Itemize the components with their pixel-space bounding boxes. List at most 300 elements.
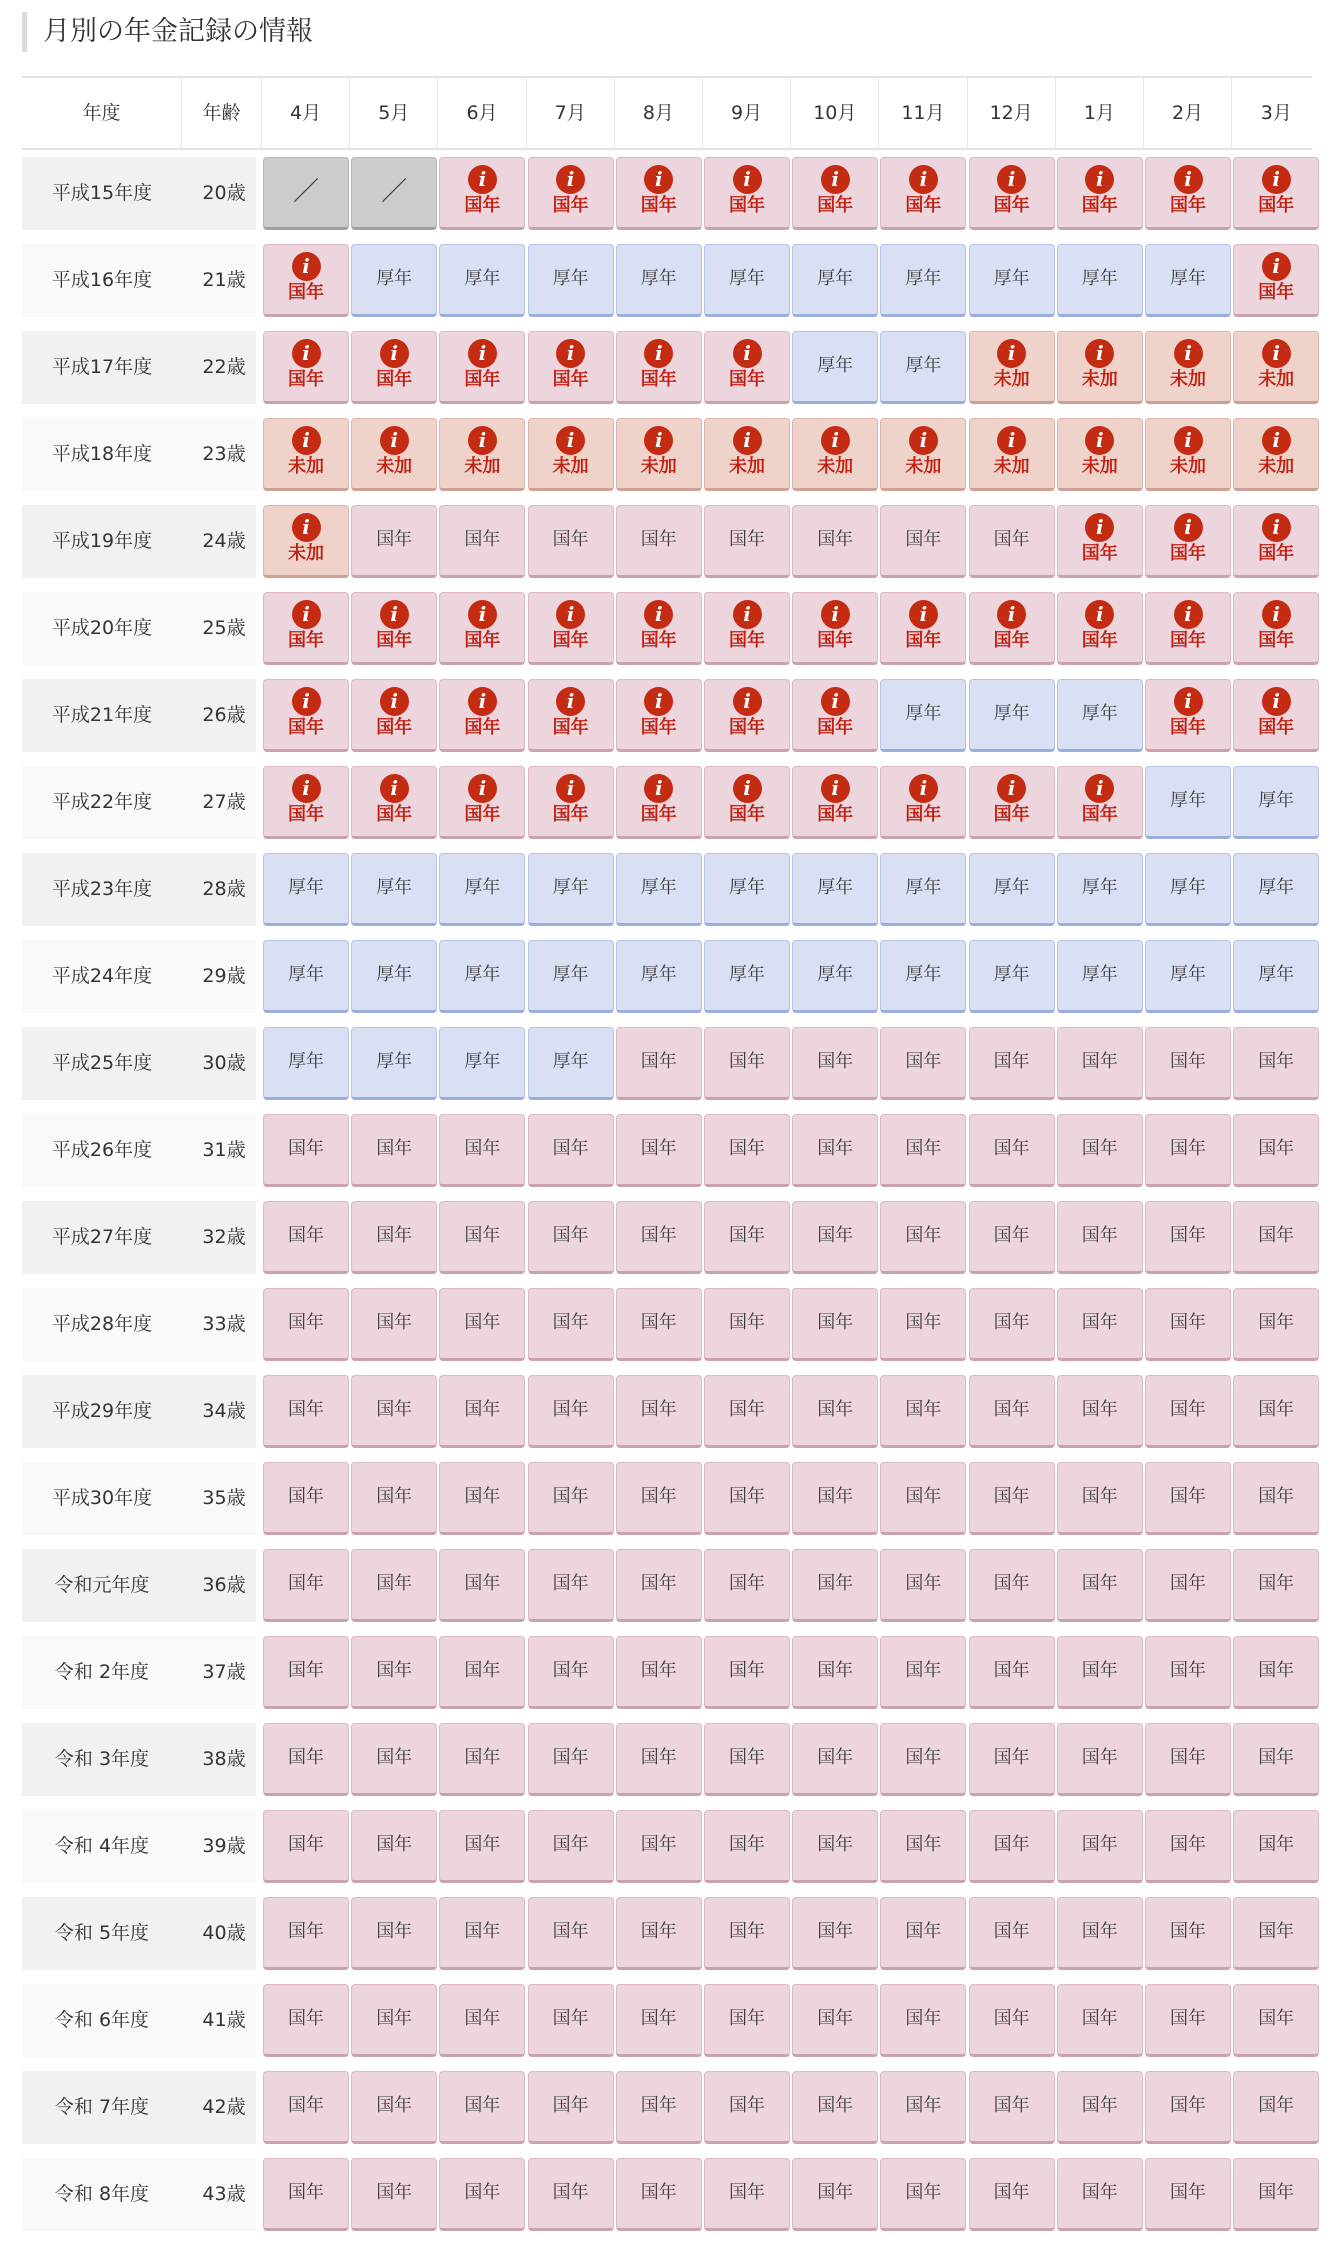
month-record-cell[interactable] [528, 244, 614, 317]
month-record-cell[interactable] [704, 1375, 790, 1448]
month-record-cell[interactable] [880, 1462, 966, 1535]
month-record-cell[interactable] [351, 853, 437, 926]
month-record-cell[interactable] [880, 157, 966, 230]
month-record-cell[interactable] [1057, 1810, 1143, 1883]
month-record-cell[interactable] [616, 679, 702, 752]
month-record-cell[interactable] [263, 1549, 349, 1622]
month-record-cell[interactable] [792, 331, 878, 404]
month-record-cell[interactable] [616, 2158, 702, 2231]
month-record-cell[interactable] [1057, 592, 1143, 665]
month-record-cell[interactable] [704, 331, 790, 404]
month-record-cell[interactable] [439, 2071, 525, 2144]
month-record-cell[interactable] [704, 1984, 790, 2057]
month-record-cell[interactable] [1057, 1462, 1143, 1535]
month-record-cell[interactable] [263, 853, 349, 926]
month-record-cell[interactable] [1233, 940, 1319, 1013]
month-record-cell[interactable] [704, 1549, 790, 1622]
month-record-cell[interactable] [351, 679, 437, 752]
month-record-cell[interactable] [880, 2071, 966, 2144]
month-record-cell[interactable] [969, 1549, 1055, 1622]
month-record-cell[interactable] [704, 505, 790, 578]
month-record-cell[interactable] [704, 244, 790, 317]
month-record-cell[interactable] [528, 505, 614, 578]
month-record-cell[interactable] [263, 1288, 349, 1361]
month-record-cell[interactable] [969, 1636, 1055, 1709]
month-record-cell[interactable] [1057, 1984, 1143, 2057]
record-type-label: 国年 [1258, 543, 1295, 564]
month-record-cell[interactable] [969, 1897, 1055, 1970]
month-record-cell[interactable] [351, 1636, 437, 1709]
month-record-cell[interactable] [792, 2071, 878, 2144]
month-record-cell[interactable] [1233, 1549, 1319, 1622]
month-record-cell[interactable] [1145, 2071, 1231, 2144]
month-record-cell[interactable] [792, 1375, 878, 1448]
month-record-cell[interactable] [528, 1027, 614, 1100]
month-record-cell[interactable] [439, 331, 525, 404]
month-record-cell[interactable] [528, 1810, 614, 1883]
month-record-cell[interactable] [263, 1114, 349, 1187]
month-record-cell[interactable] [1233, 2158, 1319, 2231]
month-record-cell[interactable] [439, 505, 525, 578]
month-record-cell[interactable] [880, 418, 966, 491]
month-record-cell[interactable] [1233, 1201, 1319, 1274]
month-record-cell[interactable] [880, 592, 966, 665]
month-record-cell[interactable] [1145, 244, 1231, 317]
month-record-cell[interactable] [439, 853, 525, 926]
month-record-cell[interactable] [969, 1114, 1055, 1187]
month-record-cell[interactable] [351, 505, 437, 578]
month-record-cell[interactable] [1233, 1897, 1319, 1970]
month-record-cell[interactable] [263, 1027, 349, 1100]
month-record-cell[interactable] [439, 1114, 525, 1187]
month-record-cell[interactable] [351, 592, 437, 665]
record-type-label: 国年 [993, 1138, 1030, 1159]
month-record-cell[interactable] [792, 679, 878, 752]
month-record-cell[interactable] [263, 244, 349, 317]
month-record-cell[interactable] [528, 157, 614, 230]
record-type-label: 国年 [1258, 1834, 1295, 1855]
month-record-cell[interactable] [1145, 157, 1231, 230]
month-record-cell[interactable] [1057, 766, 1143, 839]
month-record-cell[interactable] [792, 1114, 878, 1187]
month-record-cell[interactable] [1233, 853, 1319, 926]
month-record-cell[interactable] [1145, 1810, 1231, 1883]
month-record-cell[interactable] [263, 2071, 349, 2144]
month-record-cell[interactable] [792, 244, 878, 317]
month-record-cell[interactable] [1233, 331, 1319, 404]
month-record-cell[interactable] [1057, 1114, 1143, 1187]
month-record-cell[interactable] [969, 1723, 1055, 1796]
record-type-label: 国年 [905, 2182, 942, 2203]
month-record-cell[interactable] [351, 418, 437, 491]
month-record-cell[interactable] [351, 1462, 437, 1535]
month-record-cell[interactable] [616, 1462, 702, 1535]
month-record-cell[interactable] [1145, 505, 1231, 578]
month-record-cell[interactable] [528, 1549, 614, 1622]
month-record-cell[interactable] [351, 1810, 437, 1883]
month-record-cell[interactable] [1145, 1288, 1231, 1361]
month-record-cell[interactable] [969, 1375, 1055, 1448]
month-record-cell[interactable] [969, 505, 1055, 578]
month-record-cell[interactable] [1145, 1027, 1231, 1100]
month-record-cell[interactable] [704, 1636, 790, 1709]
month-record-cell[interactable] [880, 1288, 966, 1361]
month-record-cell[interactable] [1145, 940, 1231, 1013]
month-record-cell[interactable] [1233, 592, 1319, 665]
month-record-cell[interactable] [616, 157, 702, 230]
month-record-cell[interactable] [528, 331, 614, 404]
month-record-cell[interactable] [792, 1462, 878, 1535]
month-record-cell[interactable] [1057, 1288, 1143, 1361]
month-record-cell[interactable] [792, 418, 878, 491]
month-record-cell[interactable] [263, 2158, 349, 2231]
month-record-cell[interactable] [704, 1723, 790, 1796]
month-record-cell[interactable] [616, 853, 702, 926]
month-record-cell[interactable] [1145, 1201, 1231, 1274]
month-record-cell[interactable] [792, 766, 878, 839]
month-record-cell[interactable] [263, 766, 349, 839]
record-type-label: 国年 [1170, 195, 1206, 216]
month-record-cell[interactable] [1057, 679, 1143, 752]
month-record-cell[interactable] [439, 1897, 525, 1970]
month-record-cell[interactable] [1057, 940, 1143, 1013]
month-record-cell[interactable] [1233, 1636, 1319, 1709]
month-record-cell[interactable] [1233, 679, 1319, 752]
month-record-cell[interactable] [704, 157, 790, 230]
month-record-cell[interactable] [439, 1462, 525, 1535]
month-record-cell[interactable] [792, 2158, 878, 2231]
month-record-cell[interactable] [528, 2071, 614, 2144]
month-record-cell[interactable] [792, 1636, 878, 1709]
month-record-cell[interactable] [969, 1201, 1055, 1274]
month-record-cell[interactable] [439, 157, 525, 230]
month-record-cell[interactable] [1145, 331, 1231, 404]
month-record-cell[interactable] [792, 1897, 878, 1970]
month-record-cell[interactable] [528, 418, 614, 491]
month-record-cell[interactable] [528, 1723, 614, 1796]
month-record-cell[interactable] [969, 331, 1055, 404]
month-record-cell[interactable] [616, 505, 702, 578]
month-record-cell[interactable] [880, 1984, 966, 2057]
month-record-cell[interactable] [969, 853, 1055, 926]
month-record-cell[interactable] [528, 1288, 614, 1361]
month-record-cell[interactable] [880, 679, 966, 752]
month-record-cell[interactable] [1145, 1984, 1231, 2057]
month-record-cell[interactable] [439, 1723, 525, 1796]
month-record-cell[interactable] [969, 1027, 1055, 1100]
month-record-cell[interactable] [880, 1723, 966, 1796]
month-record-cell[interactable] [439, 244, 525, 317]
month-record-cell[interactable] [1057, 157, 1143, 230]
month-record-cell[interactable] [792, 157, 878, 230]
month-record-cell[interactable] [880, 766, 966, 839]
month-record-cell[interactable] [1233, 1114, 1319, 1187]
month-record-cell[interactable] [1057, 418, 1143, 491]
month-record-cell[interactable] [351, 1549, 437, 1622]
month-record-cell[interactable] [616, 940, 702, 1013]
month-record-cell[interactable] [1233, 1984, 1319, 2057]
month-record-cell[interactable] [263, 331, 349, 404]
month-record-cell[interactable] [792, 592, 878, 665]
month-record-cell[interactable] [1145, 2158, 1231, 2231]
month-record-cell[interactable] [263, 1462, 349, 1535]
month-record-cell[interactable] [351, 1288, 437, 1361]
month-record-cell[interactable] [351, 1723, 437, 1796]
month-record-cell[interactable] [1145, 1636, 1231, 1709]
month-record-cell[interactable] [1145, 1462, 1231, 1535]
month-record-cell[interactable] [1233, 418, 1319, 491]
month-record-cell[interactable] [792, 1201, 878, 1274]
month-record-cell[interactable] [528, 679, 614, 752]
fiscal-year-label: 平成27年度 [51, 1226, 153, 1248]
month-record-cell[interactable] [439, 1027, 525, 1100]
month-record-cell[interactable] [1233, 2071, 1319, 2144]
month-record-cell[interactable] [792, 940, 878, 1013]
month-record-cell[interactable] [969, 940, 1055, 1013]
month-record-cell[interactable] [439, 766, 525, 839]
month-record-cell[interactable] [263, 679, 349, 752]
month-record-cell[interactable] [263, 1636, 349, 1709]
month-record-cell[interactable] [439, 1984, 525, 2057]
month-record-cell[interactable] [969, 157, 1055, 230]
month-record-cell[interactable] [969, 244, 1055, 317]
month-record-cell[interactable] [439, 2158, 525, 2231]
month-record-cell[interactable] [1233, 1810, 1319, 1883]
month-record-cell[interactable] [1057, 1027, 1143, 1100]
month-record-cell[interactable] [1057, 244, 1143, 317]
month-record-cell[interactable] [528, 1201, 614, 1274]
fiscal-year-label: 令和 4年度 [54, 1835, 150, 1857]
month-record-cell[interactable] [969, 592, 1055, 665]
month-record-cell[interactable] [792, 1549, 878, 1622]
month-record-cell[interactable] [263, 1375, 349, 1448]
month-record-cell[interactable] [616, 1897, 702, 1970]
month-record-cell[interactable] [704, 1288, 790, 1361]
month-record-cell[interactable] [880, 2158, 966, 2231]
month-record-cell[interactable] [704, 1897, 790, 1970]
month-record-cell[interactable] [1145, 1723, 1231, 1796]
month-record-cell[interactable] [263, 1723, 349, 1796]
month-record-cell[interactable] [616, 2071, 702, 2144]
info-icon: i [644, 339, 673, 368]
month-record-cell[interactable] [616, 766, 702, 839]
month-record-cell[interactable] [351, 244, 437, 317]
month-record-cell[interactable] [1145, 766, 1231, 839]
month-record-cell[interactable] [880, 1375, 966, 1448]
month-record-cell[interactable] [704, 766, 790, 839]
month-record-cell[interactable] [1233, 1375, 1319, 1448]
month-record-cell[interactable] [1057, 1723, 1143, 1796]
month-record-cell[interactable] [439, 1288, 525, 1361]
month-record-cell[interactable] [969, 766, 1055, 839]
month-record-cell[interactable] [616, 1549, 702, 1622]
month-record-cell[interactable] [616, 1723, 702, 1796]
month-record-cell[interactable] [528, 592, 614, 665]
month-record-cell[interactable] [263, 1984, 349, 2057]
record-type-label: 国年 [817, 1312, 854, 1333]
month-record-cell[interactable] [616, 331, 702, 404]
month-record-cell[interactable] [880, 331, 966, 404]
month-record-cell[interactable] [351, 331, 437, 404]
month-record-cell[interactable] [704, 940, 790, 1013]
month-record-cell[interactable] [880, 940, 966, 1013]
month-record-cell[interactable] [880, 853, 966, 926]
month-record-cell[interactable] [616, 1201, 702, 1274]
month-record-cell[interactable] [351, 940, 437, 1013]
month-record-cell[interactable] [969, 1810, 1055, 1883]
month-record-cell[interactable] [616, 244, 702, 317]
month-record-cell[interactable] [439, 1549, 525, 1622]
month-record-cell[interactable] [704, 1114, 790, 1187]
month-record-cell[interactable] [263, 940, 349, 1013]
month-record-cell[interactable] [880, 1549, 966, 1622]
month-record-cell[interactable] [1233, 244, 1319, 317]
month-record-cell[interactable] [969, 1984, 1055, 2057]
month-record-cell[interactable] [969, 1462, 1055, 1535]
month-record-cell[interactable] [528, 2158, 614, 2231]
month-record-cell[interactable] [439, 418, 525, 491]
record-type-label: 厚年 [376, 964, 413, 985]
month-record-cell[interactable] [1057, 1201, 1143, 1274]
month-record-cell[interactable] [439, 592, 525, 665]
month-record-cell[interactable] [880, 1810, 966, 1883]
month-record-cell[interactable] [528, 766, 614, 839]
month-record-cell[interactable] [439, 1375, 525, 1448]
month-record-cell[interactable] [263, 505, 349, 578]
month-record-cell[interactable] [880, 1897, 966, 1970]
month-record-cell[interactable] [1057, 331, 1143, 404]
month-record-cell[interactable] [1057, 1897, 1143, 1970]
month-record-cell[interactable] [1233, 1462, 1319, 1535]
month-record-cell[interactable] [616, 592, 702, 665]
month-record-cell[interactable] [880, 244, 966, 317]
month-record-cell[interactable] [704, 2158, 790, 2231]
month-record-cell[interactable] [1233, 157, 1319, 230]
month-record-cell[interactable] [263, 1897, 349, 1970]
month-record-cell[interactable] [704, 2071, 790, 2144]
month-record-cell[interactable] [439, 1636, 525, 1709]
month-record-cell[interactable] [1145, 592, 1231, 665]
month-record-cell[interactable] [1145, 853, 1231, 926]
month-record-cell[interactable] [704, 592, 790, 665]
month-record-cell[interactable] [704, 679, 790, 752]
month-record-cell[interactable] [792, 505, 878, 578]
month-record-cell[interactable] [792, 1810, 878, 1883]
month-record-cell[interactable] [880, 1636, 966, 1709]
month-record-cell[interactable] [439, 679, 525, 752]
month-record-cell[interactable] [616, 1288, 702, 1361]
month-record-cell[interactable] [704, 853, 790, 926]
record-type-label: 国年 [376, 1225, 413, 1246]
record-type-label: 厚年 [640, 268, 677, 289]
month-record-cell[interactable] [616, 1375, 702, 1448]
month-record-cell[interactable] [1233, 766, 1319, 839]
month-record-cell[interactable] [704, 1462, 790, 1535]
month-record-cell[interactable] [1145, 679, 1231, 752]
month-record-cell[interactable] [792, 853, 878, 926]
month-record-cell[interactable] [263, 1810, 349, 1883]
month-record-cell[interactable] [1057, 853, 1143, 926]
month-record-cell[interactable] [1057, 1636, 1143, 1709]
month-record-cell[interactable] [528, 1114, 614, 1187]
month-record-cell[interactable] [351, 1201, 437, 1274]
month-record-cell[interactable] [1233, 1288, 1319, 1361]
month-record-cell[interactable] [1057, 1375, 1143, 1448]
month-record-cell[interactable] [351, 1375, 437, 1448]
month-record-cell[interactable] [1145, 1549, 1231, 1622]
month-record-cell[interactable] [528, 1897, 614, 1970]
month-record-cell[interactable] [880, 1201, 966, 1274]
month-record-cell[interactable] [969, 2158, 1055, 2231]
month-record-cell[interactable] [969, 679, 1055, 752]
month-record-cell[interactable] [616, 1810, 702, 1883]
month-record-cell[interactable] [616, 1636, 702, 1709]
header-month: 2月 [1144, 78, 1232, 148]
month-record-cell[interactable] [704, 418, 790, 491]
info-icon: i [1085, 513, 1114, 542]
month-record-cell[interactable] [1145, 1114, 1231, 1187]
month-record-cell[interactable] [439, 1201, 525, 1274]
month-record-cell[interactable] [351, 2071, 437, 2144]
month-record-cell[interactable] [792, 1288, 878, 1361]
month-record-cell[interactable] [528, 853, 614, 926]
month-record-cell[interactable] [351, 1984, 437, 2057]
month-record-cell[interactable] [528, 1636, 614, 1709]
month-record-cell[interactable] [1057, 505, 1143, 578]
month-record-cell[interactable] [1145, 1897, 1231, 1970]
month-record-cell[interactable] [969, 1288, 1055, 1361]
month-record-cell[interactable] [528, 1462, 614, 1535]
month-record-cell[interactable] [263, 592, 349, 665]
month-record-cell[interactable] [616, 1027, 702, 1100]
month-record-cell[interactable] [1233, 505, 1319, 578]
month-record-cell[interactable] [351, 1897, 437, 1970]
month-record-cell[interactable] [880, 1027, 966, 1100]
month-record-cell[interactable] [1233, 1723, 1319, 1796]
month-record-cell[interactable] [969, 2071, 1055, 2144]
month-record-cell[interactable] [616, 1984, 702, 2057]
month-record-cell[interactable] [351, 766, 437, 839]
month-record-cell[interactable] [439, 1810, 525, 1883]
month-record-cell[interactable] [351, 1027, 437, 1100]
month-record-cell[interactable] [1233, 1027, 1319, 1100]
month-record-cell[interactable] [792, 1984, 878, 2057]
month-record-cell[interactable] [263, 418, 349, 491]
month-record-cell[interactable] [969, 418, 1055, 491]
month-record-cell[interactable] [792, 1027, 878, 1100]
month-record-cell[interactable] [351, 2158, 437, 2231]
month-record-cell[interactable] [1057, 2071, 1143, 2144]
month-record-cell[interactable] [263, 1201, 349, 1274]
month-record-cell[interactable] [528, 1375, 614, 1448]
month-record-cell[interactable] [616, 418, 702, 491]
month-record-cell[interactable] [1057, 1549, 1143, 1622]
month-record-cell[interactable] [704, 1201, 790, 1274]
month-record-cell[interactable] [351, 1114, 437, 1187]
month-record-cell[interactable] [616, 1114, 702, 1187]
month-record-cell[interactable] [528, 1984, 614, 2057]
month-record-cell[interactable] [880, 1114, 966, 1187]
month-record-cell[interactable] [1145, 418, 1231, 491]
month-record-cell[interactable] [1145, 1375, 1231, 1448]
month-record-cell[interactable] [1057, 2158, 1143, 2231]
month-record-cell[interactable] [704, 1027, 790, 1100]
month-record-cell[interactable] [528, 940, 614, 1013]
month-record-cell[interactable] [880, 505, 966, 578]
month-record-cell[interactable] [439, 940, 525, 1013]
month-record-cell[interactable] [704, 1810, 790, 1883]
month-record-cell[interactable] [792, 1723, 878, 1796]
